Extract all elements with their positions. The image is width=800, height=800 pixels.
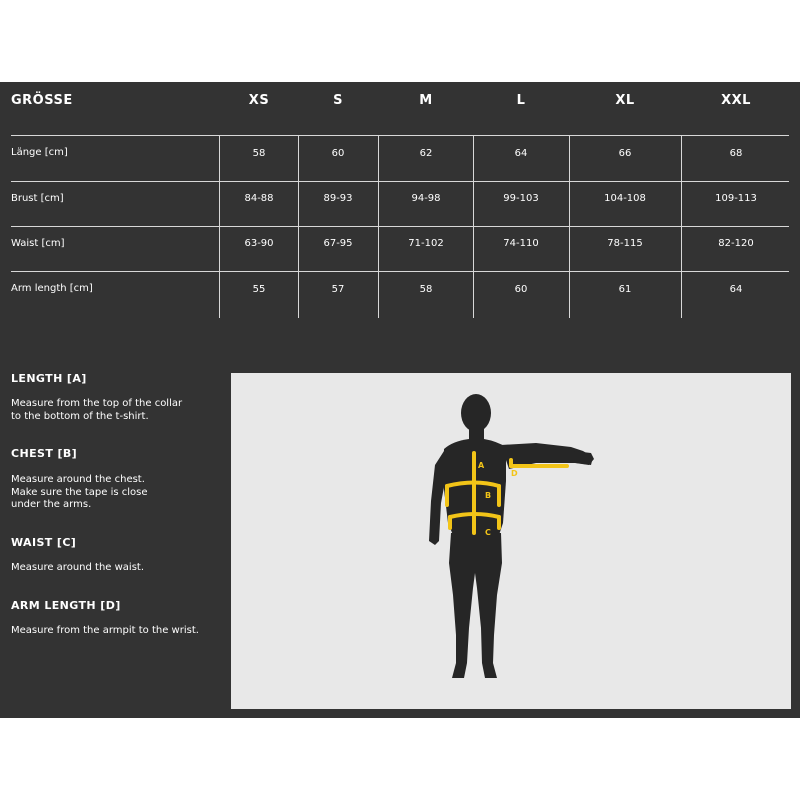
row-label-waist: Waist [cm] — [11, 238, 65, 249]
table-cell: 61 — [618, 284, 632, 295]
table-cell: 66 — [618, 148, 632, 159]
table-column-divider — [219, 135, 220, 318]
table-cell: 58 — [252, 148, 266, 159]
guide-text-waist: Measure around the waist. — [11, 562, 145, 573]
table-column-divider — [298, 135, 299, 318]
table-divider — [11, 181, 789, 182]
size-header-xl: XL — [615, 93, 635, 108]
table-column-divider — [569, 135, 570, 318]
table-cell: 63-90 — [244, 238, 274, 249]
table-cell: 94-98 — [411, 193, 441, 204]
table-cell: 60 — [331, 148, 345, 159]
table-cell: 64 — [514, 148, 528, 159]
body-silhouette — [429, 394, 594, 678]
table-cell: 109-113 — [715, 193, 757, 204]
row-label-arm-length: Arm length [cm] — [11, 283, 93, 294]
row-label-length: Länge [cm] — [11, 147, 68, 158]
table-divider — [11, 135, 789, 136]
guide-title-arm-length: ARM LENGTH [D] — [11, 599, 121, 612]
table-cell: 104-108 — [604, 193, 646, 204]
size-header-xxl: XXL — [721, 93, 751, 108]
table-cell: 55 — [252, 284, 266, 295]
size-chart-panel — [0, 82, 800, 718]
size-header-l: L — [516, 93, 526, 108]
table-cell: 67-95 — [323, 238, 353, 249]
marker-d: D — [511, 469, 518, 478]
marker-b: B — [485, 491, 492, 500]
row-label-chest: Brust [cm] — [11, 193, 64, 204]
table-cell: 58 — [419, 284, 433, 295]
guide-text-length: Measure from the top of the collar to the bottom of the t-shirt. — [11, 398, 183, 422]
table-divider — [11, 226, 789, 227]
table-divider — [11, 271, 789, 272]
guide-title-waist: WAIST [C] — [11, 536, 77, 549]
size-header-label: GRÖSSE — [11, 93, 73, 108]
table-cell: 78-115 — [607, 238, 643, 249]
body-figure-illustration — [231, 373, 791, 709]
table-cell: 84-88 — [244, 193, 274, 204]
guide-text-chest: Measure around the chest. Make sure the tape is close under the arms. — [11, 474, 148, 510]
table-cell: 60 — [514, 284, 528, 295]
guide-title-chest: CHEST [B] — [11, 447, 78, 460]
guide-title-length: LENGTH [A] — [11, 372, 87, 385]
table-cell: 99-103 — [503, 193, 539, 204]
table-cell: 57 — [331, 284, 345, 295]
table-cell: 74-110 — [503, 238, 539, 249]
table-column-divider — [378, 135, 379, 318]
table-cell: 62 — [419, 148, 433, 159]
marker-a: A — [478, 461, 485, 470]
table-column-divider — [473, 135, 474, 318]
table-cell: 64 — [729, 284, 743, 295]
table-cell: 71-102 — [408, 238, 444, 249]
table-cell: 82-120 — [718, 238, 754, 249]
size-header-m: M — [419, 93, 433, 108]
size-header-s: S — [333, 93, 343, 108]
measurement-figure — [231, 373, 791, 709]
size-header-xs: XS — [248, 93, 270, 108]
table-cell: 68 — [729, 148, 743, 159]
table-column-divider — [681, 135, 682, 318]
table-cell: 89-93 — [323, 193, 353, 204]
guide-text-arm-length: Measure from the armpit to the wrist. — [11, 625, 199, 636]
marker-c: C — [485, 528, 491, 537]
